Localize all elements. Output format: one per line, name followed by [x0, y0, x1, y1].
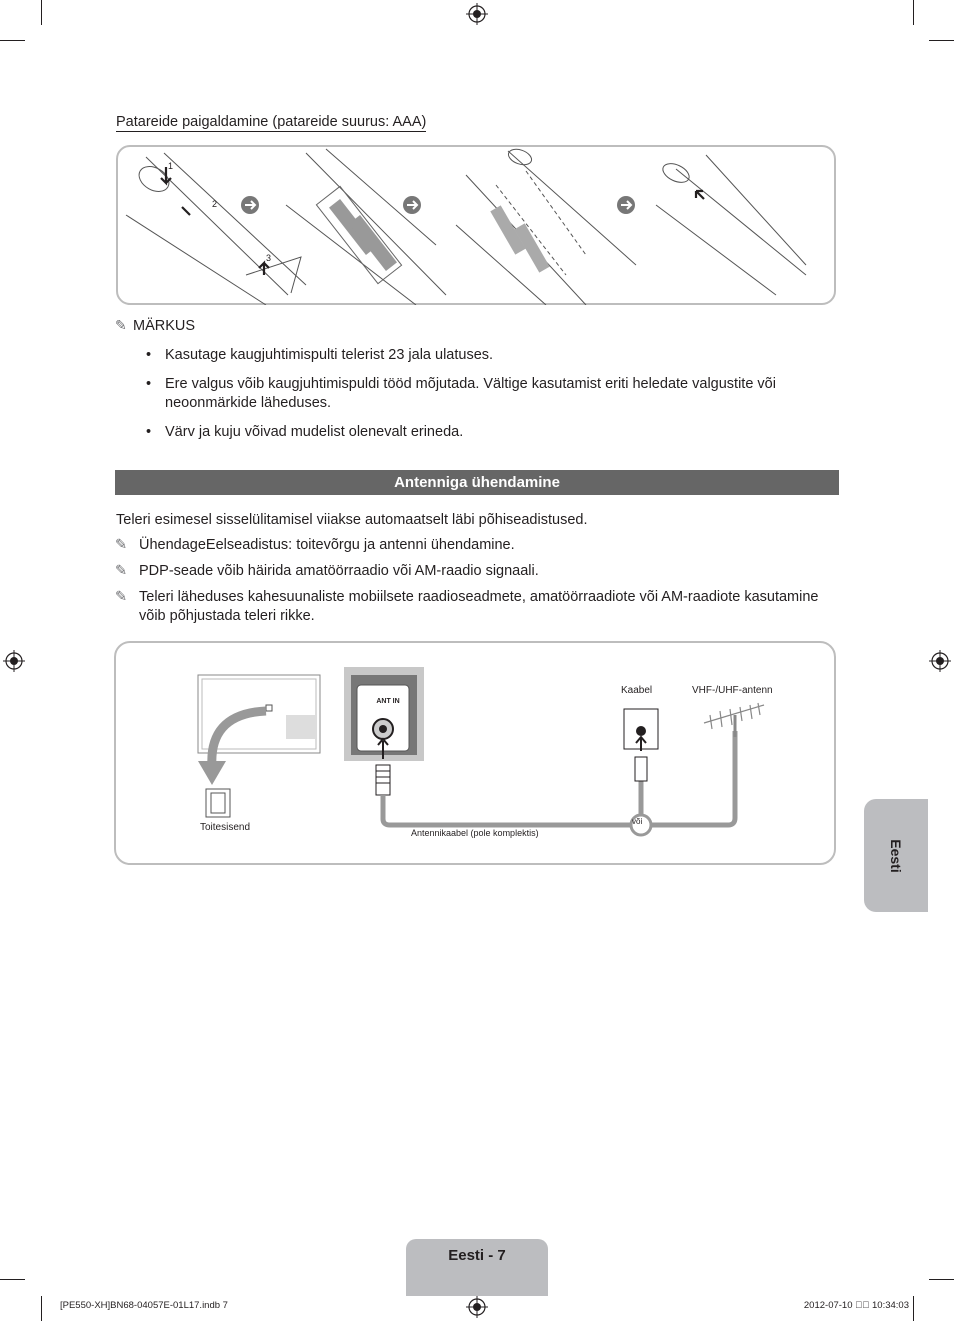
next-step-arrow-icon: [617, 196, 635, 214]
page-number-tab: [406, 1239, 548, 1296]
list-item: [146, 423, 826, 442]
battery-section-title: Patareide paigaldamine (patareide suurus: AAA): [116, 114, 427, 130]
crop-mark: [0, 1279, 25, 1280]
registration-mark-icon: [3, 650, 25, 672]
bullet-icon: •: [146, 424, 152, 440]
language-side-tab: [864, 799, 928, 912]
vhf-uhf-antenna-icon: [704, 703, 764, 737]
or-label: või: [632, 817, 643, 826]
registration-mark-icon: [466, 3, 488, 25]
crop-mark: [41, 0, 42, 25]
antenna-connection-diagram: [114, 641, 836, 865]
intro-paragraph: Teleri esimesel sisselülitamisel viiakse automaatselt läbi põhiseadistused.: [116, 512, 588, 528]
list-item: [146, 346, 826, 365]
note-item: [115, 536, 815, 555]
list-item: [146, 375, 826, 413]
crop-mark: [913, 0, 914, 25]
battery-illustration: [116, 145, 836, 305]
bullet-text: Ere valgus võib kaugjuhtimispuldi tööd mõjutada. Vältige kasutamist eriti heledate valgustite või neoonmärkide läheduses.: [165, 376, 776, 411]
language-side-tab-label: Eesti: [888, 838, 904, 873]
crop-mark: [0, 40, 25, 41]
antenna-label: VHF-/UHF-antenn: [692, 685, 773, 696]
note-pencil-icon: ✎: [115, 537, 128, 553]
registration-mark-icon: [929, 650, 951, 672]
note-item: [115, 562, 815, 581]
ant-in-label: ANT IN: [376, 698, 400, 705]
note-pencil-icon: ✎: [115, 589, 128, 605]
section-heading-banner: Antenniga ühendamine: [115, 470, 839, 495]
crop-mark: [929, 40, 954, 41]
note-pencil-icon: ✎: [115, 317, 127, 333]
notes-heading: [115, 317, 195, 334]
note-text: ÜhendageEelseadistus: toitevõrgu ja antenni ühendamine.: [139, 537, 515, 553]
next-step-arrow-icon: [403, 196, 421, 214]
step-number-1: 1: [168, 161, 174, 171]
power-input-label: Toitesisend: [200, 822, 251, 833]
note-pencil-icon: ✎: [115, 563, 128, 579]
crop-mark: [41, 1296, 42, 1321]
footer-timestamp: 2012-07-10 ￿￿ 10:34:03: [803, 1300, 909, 1311]
note-text: PDP-seade võib häirida amatöörraadio või AM-raadio signaali.: [139, 563, 539, 579]
footer-file-name: [PE550-XH]BN68-04057E-01L17.indb 7: [60, 1300, 228, 1311]
bullet-icon: •: [146, 376, 152, 392]
bullet-text: Värv ja kuju võivad mudelist olenevalt erineda.: [165, 424, 464, 440]
bullet-text: Kasutage kaugjuhtimispulti telerist 23 jala ulatuses.: [165, 347, 494, 363]
bullet-icon: •: [146, 347, 152, 363]
antenna-cable-label: Antennikaabel (pole komplektis): [411, 828, 539, 838]
note-item: [115, 588, 819, 626]
cable-label: Kaabel: [621, 685, 653, 696]
next-step-arrow-icon: [241, 196, 259, 214]
notes-heading-label: MÄRKUS: [133, 318, 196, 334]
step-number-3: 3: [266, 253, 272, 263]
registration-mark-icon: [466, 1296, 488, 1318]
remote-battery-steps-illustration: [116, 145, 836, 305]
page-number-label: Eesti - 7: [448, 1247, 506, 1264]
crop-mark: [929, 1279, 954, 1280]
crop-mark: [913, 1296, 914, 1321]
step-number-2: 2: [212, 199, 218, 209]
note-text: Teleri läheduses kahesuunaliste mobiilsete raadioseadmete, amatöörraadiote või AM-raadiote kasutamine võib põhjustada teleri rikke.: [139, 589, 819, 624]
